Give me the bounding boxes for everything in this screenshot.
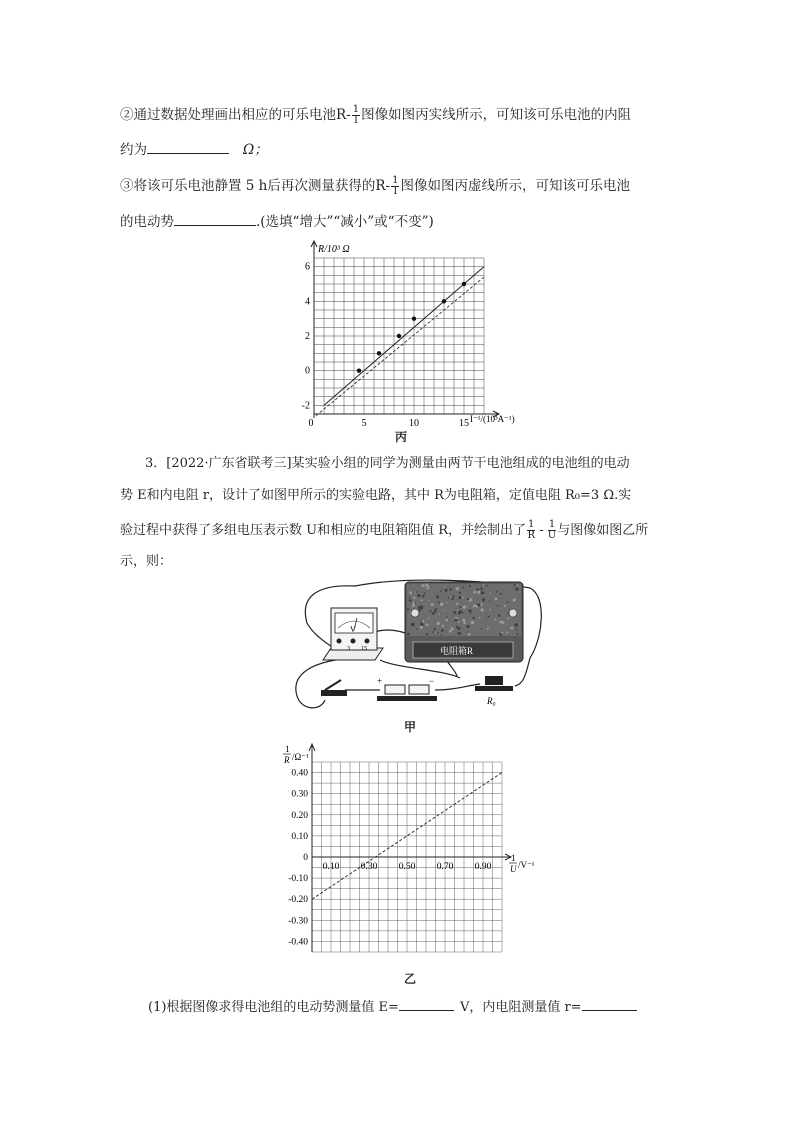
texture-speck bbox=[445, 619, 448, 622]
texture-speck bbox=[445, 589, 448, 592]
texture-speck bbox=[438, 614, 440, 616]
texture-speck bbox=[422, 620, 425, 623]
texture-speck bbox=[480, 591, 483, 594]
texture-speck bbox=[477, 591, 480, 594]
dashed-fit-line bbox=[316, 277, 484, 416]
data-point bbox=[377, 351, 381, 355]
figure-bing-chart bbox=[290, 238, 530, 448]
texture-speck bbox=[482, 584, 484, 586]
texture-speck bbox=[495, 619, 497, 621]
texture-speck bbox=[489, 592, 491, 594]
texture-speck bbox=[420, 626, 423, 629]
battery-minus: − bbox=[429, 676, 435, 686]
texture-speck bbox=[467, 598, 469, 600]
texture-speck bbox=[441, 629, 444, 632]
texture-speck bbox=[431, 603, 434, 606]
switch bbox=[321, 680, 347, 696]
texture-speck bbox=[449, 588, 451, 590]
data-point bbox=[397, 334, 401, 338]
yi-xlabel-num: 1 bbox=[511, 853, 516, 863]
texture-speck bbox=[440, 603, 443, 606]
x-tick-label: 0.70 bbox=[436, 862, 454, 872]
texture-speck bbox=[456, 587, 460, 591]
texture-speck bbox=[467, 625, 470, 628]
y-tick-label: 0 bbox=[303, 853, 308, 863]
data-point bbox=[412, 316, 416, 320]
yi-ylabel-unit: /Ω⁻¹ bbox=[292, 752, 309, 762]
texture-speck bbox=[469, 598, 472, 601]
texture-speck bbox=[436, 595, 439, 598]
y-tick-label: 6 bbox=[305, 261, 310, 273]
texture-speck bbox=[420, 599, 422, 601]
fraction-1-over-i: $\frac{1}{I}$ bbox=[392, 175, 399, 197]
voltmeter bbox=[323, 608, 383, 660]
texture-speck bbox=[462, 619, 465, 622]
texture-speck bbox=[438, 602, 440, 604]
texture-speck bbox=[413, 602, 415, 604]
fraction-1-over-u: $\frac{1}{U}$ bbox=[547, 519, 557, 541]
texture-speck bbox=[504, 605, 506, 607]
resistance-box bbox=[405, 582, 523, 662]
texture-speck bbox=[481, 628, 483, 630]
texture-speck bbox=[463, 606, 466, 609]
x-tick-label: 0 bbox=[308, 418, 314, 429]
texture-speck bbox=[440, 634, 441, 635]
answer-blank-emf[interactable] bbox=[399, 1010, 454, 1011]
texture-speck bbox=[432, 631, 434, 633]
texture-speck bbox=[513, 599, 516, 602]
texture-speck bbox=[451, 627, 454, 630]
texture-speck bbox=[422, 595, 424, 597]
texture-speck bbox=[501, 632, 503, 634]
texture-speck bbox=[468, 633, 471, 636]
bing-xlabel: I⁻¹/(10³A⁻¹) bbox=[470, 414, 515, 424]
texture-speck bbox=[466, 631, 467, 632]
resistance-box-label: 电阻箱R bbox=[440, 646, 474, 656]
x-tick-label: 10 bbox=[409, 418, 419, 429]
y-tick-label: 4 bbox=[305, 296, 310, 308]
texture-speck bbox=[424, 592, 426, 594]
texture-speck bbox=[468, 601, 470, 603]
texture-speck bbox=[487, 628, 489, 630]
texture-speck bbox=[470, 613, 471, 614]
answer-blank-emf-change[interactable] bbox=[174, 225, 256, 226]
answer-blank-internal-resistance[interactable] bbox=[147, 153, 229, 154]
texture-speck bbox=[411, 623, 415, 627]
yi-ylabel-num: 1 bbox=[285, 744, 290, 754]
yi-xlabel-unit: /V⁻¹ bbox=[518, 860, 535, 870]
battery-pack bbox=[377, 676, 437, 701]
texture-speck bbox=[416, 628, 417, 629]
texture-speck bbox=[480, 608, 483, 611]
texture-speck bbox=[458, 632, 461, 635]
texture-speck bbox=[476, 604, 477, 605]
texture-speck bbox=[407, 608, 409, 610]
texture-speck bbox=[440, 590, 441, 591]
texture-speck bbox=[457, 627, 459, 629]
q3-line-2: 势 E和内电阻 r，设计了如图甲所示的实验电路，其中 R为电阻箱，定值电阻 R₀=3 Ω.实 bbox=[120, 488, 632, 503]
texture-speck bbox=[428, 600, 429, 601]
y-tick-label: 2 bbox=[305, 331, 310, 342]
texture-speck bbox=[444, 586, 445, 587]
texture-speck bbox=[482, 598, 485, 601]
texture-speck bbox=[500, 621, 503, 624]
texture-speck bbox=[416, 591, 418, 593]
texture-speck bbox=[442, 625, 444, 627]
texture-speck bbox=[479, 617, 481, 619]
y-tick-label: -0.40 bbox=[288, 937, 308, 948]
wire-battery-r0 bbox=[435, 684, 480, 690]
figure-jia-circuit bbox=[285, 578, 545, 718]
texture-speck bbox=[429, 610, 431, 612]
terminal-3-label: 3 bbox=[347, 646, 350, 652]
q2-line-1: ②通过数据处理画出相应的可乐电池R- $\frac{1}{I}$ 图像如图丙实线所示，可知该可乐电池的内阻 bbox=[120, 104, 632, 126]
texture-speck bbox=[444, 610, 445, 611]
texture-speck bbox=[437, 632, 438, 633]
x-tick-label: 0.50 bbox=[398, 862, 416, 872]
data-point bbox=[357, 368, 361, 372]
texture-speck bbox=[407, 633, 410, 636]
texture-speck bbox=[409, 597, 410, 598]
texture-speck bbox=[507, 613, 508, 614]
texture-speck bbox=[434, 628, 436, 630]
texture-speck bbox=[515, 588, 518, 591]
y-tick-label: 0.10 bbox=[291, 831, 308, 842]
texture-speck bbox=[514, 623, 517, 626]
y-tick-label: -0.10 bbox=[288, 874, 308, 885]
texture-speck bbox=[487, 616, 489, 618]
fixed-resistor-r0 bbox=[475, 676, 513, 706]
texture-speck bbox=[496, 591, 498, 593]
texture-speck bbox=[473, 591, 476, 594]
texture-speck bbox=[517, 585, 518, 586]
battery-plus: + bbox=[377, 676, 383, 686]
texture-speck bbox=[486, 585, 488, 587]
texture-speck bbox=[452, 595, 454, 597]
texture-speck bbox=[451, 597, 454, 600]
texture-speck bbox=[481, 585, 482, 586]
texture-speck bbox=[469, 609, 472, 612]
texture-speck bbox=[428, 617, 430, 619]
texture-speck bbox=[409, 591, 412, 594]
data-point bbox=[442, 299, 446, 303]
yi-ylabel-den: R bbox=[284, 755, 290, 765]
texture-speck bbox=[459, 592, 461, 594]
y-tick-label: 0.30 bbox=[291, 789, 308, 800]
texture-speck bbox=[469, 585, 471, 587]
voltmeter-symbol: V bbox=[350, 625, 356, 634]
fraction-1-over-r: $\frac{1}{R}$ bbox=[527, 519, 535, 541]
texture-speck bbox=[449, 630, 452, 633]
texture-speck bbox=[489, 609, 491, 611]
data-point bbox=[462, 282, 466, 286]
q2-line-3: ③将该可乐电池静置 5 h后再次测量获得的R- $\frac{1}{I}$ 图像如图丙虚线所示，可知该可乐电池 bbox=[120, 175, 630, 197]
texture-speck bbox=[459, 606, 461, 608]
figure-yi-caption: 乙 bbox=[404, 972, 417, 986]
texture-speck bbox=[412, 604, 415, 607]
y-tick-label: 0 bbox=[305, 365, 310, 377]
texture-speck bbox=[458, 621, 460, 623]
texture-speck bbox=[418, 606, 421, 609]
texture-speck bbox=[415, 592, 416, 593]
texture-speck bbox=[459, 596, 462, 599]
q3-line-3: 验过程中获得了多组电压表示数 U和相应的电阻箱阻值 R，并绘制出了 $\frac{1}{R}$ - $\frac{1}{U}$ 与图像如图乙所 bbox=[120, 519, 649, 541]
x-tick-label: 15 bbox=[459, 418, 469, 429]
texture-speck bbox=[477, 603, 480, 606]
texture-speck bbox=[510, 627, 513, 630]
texture-speck bbox=[426, 633, 428, 635]
x-tick-label: 0.10 bbox=[322, 862, 340, 872]
texture-speck bbox=[446, 616, 447, 617]
r0-label: R₀ bbox=[487, 696, 496, 706]
texture-speck bbox=[457, 610, 458, 611]
figure-bing-caption: 丙 bbox=[395, 430, 408, 444]
texture-speck bbox=[432, 612, 435, 615]
texture-speck bbox=[507, 618, 509, 620]
y-tick-label: -0.20 bbox=[288, 895, 308, 906]
texture-speck bbox=[466, 605, 467, 606]
x-tick-label: 5 bbox=[361, 418, 367, 429]
texture-speck bbox=[516, 629, 518, 631]
texture-speck bbox=[434, 610, 437, 613]
texture-speck bbox=[413, 597, 415, 599]
terminal-15-label: 15 bbox=[361, 646, 367, 652]
figure-jia-caption: 甲 bbox=[404, 720, 417, 734]
texture-speck bbox=[447, 602, 448, 603]
texture-speck bbox=[513, 584, 515, 586]
texture-speck bbox=[437, 622, 440, 625]
yi-xlabel-den: U bbox=[510, 864, 517, 874]
texture-speck bbox=[471, 621, 474, 624]
texture-speck bbox=[480, 588, 482, 590]
texture-speck bbox=[459, 610, 462, 613]
y-tick-label: -0.30 bbox=[288, 916, 308, 927]
y-tick-label: 0.40 bbox=[291, 768, 308, 779]
texture-speck bbox=[477, 589, 478, 590]
bing-ylabel: R/10³ Ω bbox=[318, 244, 350, 255]
texture-speck bbox=[462, 612, 463, 613]
q3-line-4: 示，则： bbox=[120, 554, 173, 569]
texture-speck bbox=[425, 584, 428, 587]
fraction-1-over-i: $\frac{1}{I}$ bbox=[352, 104, 360, 126]
wire-left-down bbox=[296, 658, 355, 708]
texture-speck bbox=[472, 617, 474, 619]
texture-speck bbox=[435, 608, 436, 609]
texture-speck bbox=[455, 619, 458, 622]
x-tick-label: 0.90 bbox=[474, 862, 492, 872]
texture-speck bbox=[473, 606, 474, 607]
x-tick-label: 0.30 bbox=[360, 862, 378, 872]
texture-speck bbox=[447, 597, 449, 599]
texture-speck bbox=[409, 599, 412, 602]
texture-speck bbox=[462, 587, 464, 589]
answer-blank-internal-r[interactable] bbox=[582, 1010, 637, 1011]
texture-speck bbox=[456, 603, 458, 605]
texture-speck bbox=[454, 611, 457, 614]
q3-line-1: 3．[2022·广东省联考三]某实验小组的同学为测量由两节干电池组成的电池组的电动 bbox=[145, 456, 630, 471]
texture-speck bbox=[421, 584, 424, 587]
texture-speck bbox=[506, 631, 508, 633]
texture-speck bbox=[417, 594, 420, 597]
texture-speck bbox=[507, 601, 509, 603]
bing-grid bbox=[311, 241, 499, 418]
texture-speck bbox=[463, 622, 466, 625]
y-tick-label: 0.20 bbox=[291, 810, 308, 821]
q2-line-4: 的电动势 .(选填“增大”“减小”或“不变”) bbox=[120, 214, 434, 230]
texture-speck bbox=[495, 598, 498, 601]
texture-speck bbox=[457, 612, 458, 613]
texture-speck bbox=[497, 605, 498, 606]
texture-speck bbox=[498, 614, 500, 616]
q2-line-2: 约为 Ω； bbox=[120, 142, 268, 158]
q3-1-line: (1)根据图像求得电池组的电动势测量值 E= V，内电阻测量值 r= bbox=[148, 998, 637, 1018]
texture-speck bbox=[426, 624, 429, 627]
texture-speck bbox=[517, 633, 519, 635]
texture-speck bbox=[489, 600, 490, 601]
texture-speck bbox=[500, 593, 502, 595]
y-tick-label: -2 bbox=[301, 400, 310, 412]
figure-yi-chart bbox=[270, 740, 570, 970]
